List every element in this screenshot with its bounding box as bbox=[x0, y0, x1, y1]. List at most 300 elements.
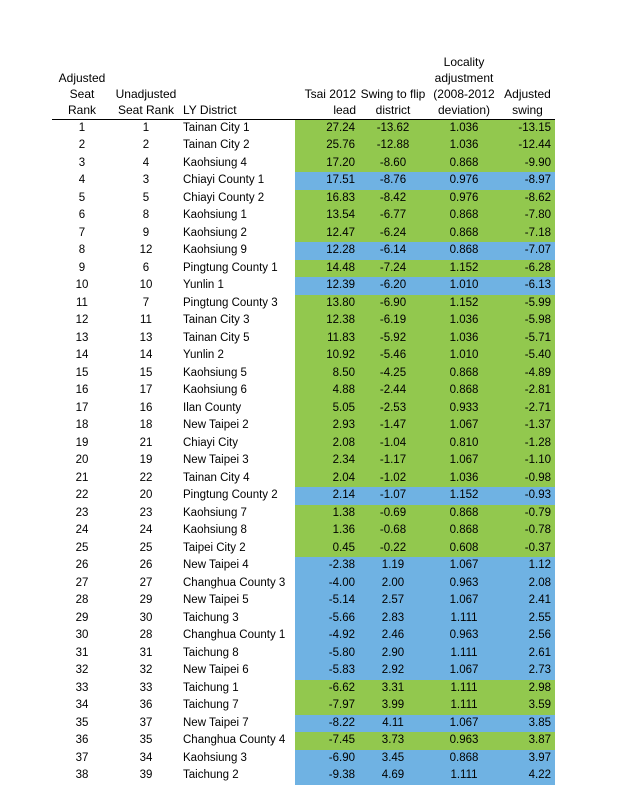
table-row bbox=[52, 645, 555, 663]
cell-district: Kaohsiung 7 bbox=[183, 506, 247, 519]
cell-adjusted-rank: 16 bbox=[75, 384, 89, 397]
table-row bbox=[52, 452, 555, 470]
cell-tsai-lead: 5.05 bbox=[295, 400, 358, 418]
cell-district: New Taipei 3 bbox=[183, 454, 249, 467]
cell-swing-to-flip: -8.60 bbox=[358, 155, 428, 173]
table-row bbox=[52, 557, 555, 575]
cell-district: New Taipei 5 bbox=[183, 594, 249, 607]
cell-adjusted-rank: 28 bbox=[75, 594, 89, 607]
cell-unadjusted-rank: 11 bbox=[140, 314, 152, 327]
cell-tsai-lead: 2.34 bbox=[295, 452, 358, 470]
cell-adjusted-rank: 29 bbox=[75, 611, 89, 624]
cell-swing-to-flip: -6.19 bbox=[358, 312, 428, 330]
cell-adjusted-swing: -5.40 bbox=[500, 347, 555, 365]
cell-tsai-lead: 2.14 bbox=[295, 487, 358, 505]
cell-locality-adjustment: 0.963 bbox=[428, 732, 500, 750]
table-row bbox=[52, 382, 555, 400]
cell-adjusted-rank: 21 bbox=[75, 471, 89, 484]
cell-district: Kaohsiung 8 bbox=[183, 524, 247, 537]
table-row bbox=[52, 277, 555, 295]
cell-swing-to-flip: 3.45 bbox=[358, 750, 428, 768]
cell-adjusted-swing: 2.41 bbox=[500, 592, 555, 610]
cell-district: Chiayi City bbox=[183, 436, 238, 449]
cell-district: Kaohsiung 6 bbox=[183, 384, 247, 397]
cell-locality-adjustment: 0.963 bbox=[428, 627, 500, 645]
cell-locality-adjustment: 1.111 bbox=[428, 610, 500, 628]
cell-locality-adjustment: 1.152 bbox=[428, 260, 500, 278]
cell-adjusted-swing: -4.89 bbox=[500, 365, 555, 383]
cell-swing-to-flip: 2.92 bbox=[358, 662, 428, 680]
cell-tsai-lead: 17.51 bbox=[295, 172, 358, 190]
table-row bbox=[52, 767, 555, 785]
cell-adjusted-swing: -0.78 bbox=[500, 522, 555, 540]
cell-adjusted-swing: -7.80 bbox=[500, 207, 555, 225]
cell-tsai-lead: -7.97 bbox=[295, 697, 358, 715]
cell-adjusted-rank: 32 bbox=[75, 664, 89, 677]
cell-unadjusted-rank: 19 bbox=[139, 454, 153, 467]
table-row bbox=[52, 750, 555, 768]
cell-unadjusted-rank: 24 bbox=[139, 524, 153, 537]
cell-adjusted-swing: -1.28 bbox=[500, 435, 555, 453]
cell-adjusted-rank: 17 bbox=[75, 401, 89, 414]
table-row bbox=[52, 697, 555, 715]
cell-adjusted-swing: -13.15 bbox=[500, 119, 555, 137]
table-row bbox=[52, 592, 555, 610]
cell-unadjusted-rank: 10 bbox=[139, 279, 153, 292]
cell-adjusted-swing: 2.55 bbox=[500, 610, 555, 628]
cell-unadjusted-rank: 22 bbox=[139, 471, 153, 484]
cell-locality-adjustment: 0.868 bbox=[428, 382, 500, 400]
cell-adjusted-swing: -12.44 bbox=[500, 137, 555, 155]
cell-swing-to-flip: -1.47 bbox=[358, 417, 428, 435]
cell-tsai-lead: 16.83 bbox=[295, 190, 358, 208]
cell-district: Pingtung County 2 bbox=[183, 489, 278, 502]
cell-adjusted-rank: 27 bbox=[75, 576, 89, 589]
table-row bbox=[52, 119, 555, 137]
table-header bbox=[52, 53, 555, 119]
header-swing-to-flip: Swing to flip district bbox=[360, 86, 426, 117]
cell-adjusted-rank: 31 bbox=[75, 646, 89, 659]
cell-swing-to-flip: -8.76 bbox=[358, 172, 428, 190]
cell-district: Kaohsiung 1 bbox=[183, 209, 247, 222]
cell-adjusted-rank: 23 bbox=[75, 506, 89, 519]
header-unadjusted-seat-rank: Unadjusted Seat Rank bbox=[115, 86, 177, 117]
table-row bbox=[52, 295, 555, 313]
table-row bbox=[52, 487, 555, 505]
cell-unadjusted-rank: 3 bbox=[142, 174, 150, 187]
cell-district: Yunlin 2 bbox=[183, 349, 224, 362]
cell-unadjusted-rank: 33 bbox=[139, 681, 153, 694]
cell-adjusted-swing: -2.71 bbox=[500, 400, 555, 418]
cell-locality-adjustment: 0.976 bbox=[428, 172, 500, 190]
cell-adjusted-rank: 33 bbox=[75, 681, 89, 694]
cell-adjusted-rank: 20 bbox=[75, 454, 89, 467]
cell-adjusted-swing: -5.98 bbox=[500, 312, 555, 330]
cell-unadjusted-rank: 21 bbox=[139, 436, 153, 449]
cell-swing-to-flip: -6.14 bbox=[358, 242, 428, 260]
cell-unadjusted-rank: 20 bbox=[139, 489, 153, 502]
cell-adjusted-swing: -1.37 bbox=[500, 417, 555, 435]
cell-adjusted-swing: -6.13 bbox=[500, 277, 555, 295]
table-row bbox=[52, 347, 555, 365]
header-adjusted-swing: Adjusted swing bbox=[504, 86, 551, 117]
cell-tsai-lead: 1.36 bbox=[295, 522, 358, 540]
cell-tsai-lead: 12.39 bbox=[295, 277, 358, 295]
cell-district: New Taipei 6 bbox=[183, 664, 249, 677]
table-row bbox=[52, 155, 555, 173]
cell-tsai-lead: 1.38 bbox=[295, 505, 358, 523]
cell-tsai-lead: 2.08 bbox=[295, 435, 358, 453]
cell-district: Tainan City 5 bbox=[183, 331, 250, 344]
cell-locality-adjustment: 1.036 bbox=[428, 330, 500, 348]
cell-locality-adjustment: 1.067 bbox=[428, 557, 500, 575]
table-row bbox=[52, 715, 555, 733]
cell-tsai-lead: 10.92 bbox=[295, 347, 358, 365]
cell-adjusted-rank: 3 bbox=[78, 156, 86, 169]
cell-district: Chiayi County 1 bbox=[183, 174, 265, 187]
cell-adjusted-swing: 2.73 bbox=[500, 662, 555, 680]
cell-tsai-lead: 12.38 bbox=[295, 312, 358, 330]
cell-locality-adjustment: 0.963 bbox=[428, 575, 500, 593]
cell-swing-to-flip: -0.69 bbox=[358, 505, 428, 523]
cell-swing-to-flip: -7.24 bbox=[358, 260, 428, 278]
cell-adjusted-swing: 3.87 bbox=[500, 732, 555, 750]
cell-locality-adjustment: 1.067 bbox=[428, 592, 500, 610]
cell-district: Kaohsiung 4 bbox=[183, 156, 247, 169]
cell-swing-to-flip: 2.90 bbox=[358, 645, 428, 663]
cell-unadjusted-rank: 25 bbox=[139, 541, 153, 554]
cell-swing-to-flip: -6.77 bbox=[358, 207, 428, 225]
cell-adjusted-swing: -9.90 bbox=[500, 155, 555, 173]
cell-tsai-lead: 27.24 bbox=[295, 119, 358, 137]
cell-tsai-lead: -5.14 bbox=[295, 592, 358, 610]
table-row bbox=[52, 522, 555, 540]
cell-district: Yunlin 1 bbox=[183, 279, 224, 292]
cell-locality-adjustment: 1.067 bbox=[428, 662, 500, 680]
cell-adjusted-rank: 37 bbox=[75, 751, 89, 764]
table-row bbox=[52, 137, 555, 155]
cell-adjusted-rank: 18 bbox=[75, 419, 89, 432]
cell-unadjusted-rank: 37 bbox=[139, 716, 153, 729]
cell-adjusted-swing: 3.97 bbox=[500, 750, 555, 768]
cell-swing-to-flip: -1.07 bbox=[358, 487, 428, 505]
table-row bbox=[52, 662, 555, 680]
cell-district: Changhua County 1 bbox=[183, 629, 286, 642]
cell-unadjusted-rank: 32 bbox=[139, 664, 153, 677]
table-row bbox=[52, 172, 555, 190]
cell-tsai-lead: 12.28 bbox=[295, 242, 358, 260]
cell-unadjusted-rank: 7 bbox=[142, 296, 150, 309]
cell-adjusted-rank: 15 bbox=[75, 366, 89, 379]
cell-district: New Taipei 2 bbox=[183, 419, 249, 432]
cell-unadjusted-rank: 15 bbox=[139, 366, 153, 379]
cell-locality-adjustment: 0.608 bbox=[428, 540, 500, 558]
cell-locality-adjustment: 0.868 bbox=[428, 505, 500, 523]
table-row bbox=[52, 435, 555, 453]
cell-tsai-lead: 13.80 bbox=[295, 295, 358, 313]
cell-locality-adjustment: 1.067 bbox=[428, 417, 500, 435]
cell-tsai-lead: -5.80 bbox=[295, 645, 358, 663]
cell-adjusted-swing: 2.61 bbox=[500, 645, 555, 663]
cell-adjusted-rank: 5 bbox=[78, 191, 86, 204]
cell-adjusted-rank: 10 bbox=[75, 279, 89, 292]
cell-tsai-lead: -2.38 bbox=[295, 557, 358, 575]
table-row bbox=[52, 540, 555, 558]
cell-adjusted-swing: 2.08 bbox=[500, 575, 555, 593]
cell-unadjusted-rank: 4 bbox=[142, 156, 150, 169]
cell-adjusted-rank: 13 bbox=[75, 331, 89, 344]
cell-adjusted-rank: 36 bbox=[75, 734, 89, 747]
cell-swing-to-flip: 3.73 bbox=[358, 732, 428, 750]
cell-tsai-lead: 17.20 bbox=[295, 155, 358, 173]
cell-district: Taichung 8 bbox=[183, 646, 239, 659]
cell-district: Tainan City 2 bbox=[183, 139, 250, 152]
cell-adjusted-swing: -8.62 bbox=[500, 190, 555, 208]
cell-adjusted-swing: 2.56 bbox=[500, 627, 555, 645]
cell-swing-to-flip: -13.62 bbox=[358, 119, 428, 137]
cell-district: Kaohsiung 3 bbox=[183, 751, 247, 764]
header-tsai-lead: Tsai 2012 lead bbox=[304, 86, 356, 117]
cell-tsai-lead: -4.00 bbox=[295, 575, 358, 593]
cell-swing-to-flip: 2.57 bbox=[358, 592, 428, 610]
cell-tsai-lead: 12.47 bbox=[295, 225, 358, 243]
cell-swing-to-flip: -6.90 bbox=[358, 295, 428, 313]
cell-unadjusted-rank: 6 bbox=[142, 261, 150, 274]
cell-tsai-lead: 25.76 bbox=[295, 137, 358, 155]
cell-adjusted-swing: -1.10 bbox=[500, 452, 555, 470]
cell-locality-adjustment: 1.152 bbox=[428, 487, 500, 505]
cell-swing-to-flip: 2.00 bbox=[358, 575, 428, 593]
cell-locality-adjustment: 0.868 bbox=[428, 225, 500, 243]
header-adjusted-seat-rank: Adjusted Seat Rank bbox=[58, 70, 106, 117]
cell-locality-adjustment: 1.010 bbox=[428, 277, 500, 295]
cell-locality-adjustment: 0.868 bbox=[428, 155, 500, 173]
cell-unadjusted-rank: 34 bbox=[139, 751, 153, 764]
cell-unadjusted-rank: 5 bbox=[142, 191, 150, 204]
table-row bbox=[52, 365, 555, 383]
cell-tsai-lead: -7.45 bbox=[295, 732, 358, 750]
cell-locality-adjustment: 1.152 bbox=[428, 295, 500, 313]
cell-adjusted-rank: 35 bbox=[75, 716, 89, 729]
cell-tsai-lead: -5.66 bbox=[295, 610, 358, 628]
cell-unadjusted-rank: 27 bbox=[139, 576, 153, 589]
cell-adjusted-rank: 25 bbox=[75, 541, 89, 554]
cell-district: Chiayi County 2 bbox=[183, 191, 265, 204]
cell-locality-adjustment: 1.036 bbox=[428, 312, 500, 330]
cell-district: Tainan City 1 bbox=[183, 121, 250, 134]
cell-unadjusted-rank: 2 bbox=[142, 139, 150, 152]
table-row bbox=[52, 417, 555, 435]
cell-adjusted-swing: 3.85 bbox=[500, 715, 555, 733]
cell-locality-adjustment: 0.868 bbox=[428, 242, 500, 260]
cell-tsai-lead: 2.93 bbox=[295, 417, 358, 435]
cell-swing-to-flip: -0.22 bbox=[358, 540, 428, 558]
cell-swing-to-flip: 3.31 bbox=[358, 680, 428, 698]
cell-swing-to-flip: -1.04 bbox=[358, 435, 428, 453]
cell-swing-to-flip: -2.44 bbox=[358, 382, 428, 400]
cell-locality-adjustment: 1.111 bbox=[428, 680, 500, 698]
cell-adjusted-swing: -7.18 bbox=[500, 225, 555, 243]
cell-unadjusted-rank: 31 bbox=[139, 646, 153, 659]
cell-adjusted-swing: 1.12 bbox=[500, 557, 555, 575]
cell-adjusted-rank: 19 bbox=[75, 436, 89, 449]
seat-rank-table bbox=[52, 53, 555, 785]
cell-adjusted-rank: 22 bbox=[75, 489, 89, 502]
cell-swing-to-flip: 1.19 bbox=[358, 557, 428, 575]
cell-locality-adjustment: 1.036 bbox=[428, 137, 500, 155]
table-row bbox=[52, 575, 555, 593]
cell-district: Taichung 3 bbox=[183, 611, 239, 624]
cell-tsai-lead: 8.50 bbox=[295, 365, 358, 383]
cell-district: Taipei City 2 bbox=[183, 541, 246, 554]
cell-adjusted-rank: 6 bbox=[78, 209, 86, 222]
cell-adjusted-rank: 1 bbox=[78, 121, 86, 134]
table-row bbox=[52, 225, 555, 243]
cell-adjusted-rank: 26 bbox=[75, 559, 89, 572]
cell-swing-to-flip: 4.69 bbox=[358, 767, 428, 785]
cell-swing-to-flip: 2.83 bbox=[358, 610, 428, 628]
table-row bbox=[52, 207, 555, 225]
cell-adjusted-rank: 34 bbox=[75, 699, 89, 712]
cell-swing-to-flip: -4.25 bbox=[358, 365, 428, 383]
cell-locality-adjustment: 1.067 bbox=[428, 715, 500, 733]
cell-adjusted-swing: -7.07 bbox=[500, 242, 555, 260]
cell-adjusted-rank: 24 bbox=[75, 524, 89, 537]
cell-adjusted-swing: -0.79 bbox=[500, 505, 555, 523]
cell-adjusted-swing: 4.22 bbox=[500, 767, 555, 785]
cell-locality-adjustment: 0.976 bbox=[428, 190, 500, 208]
cell-unadjusted-rank: 26 bbox=[139, 559, 153, 572]
cell-locality-adjustment: 0.868 bbox=[428, 365, 500, 383]
cell-swing-to-flip: -5.46 bbox=[358, 347, 428, 365]
cell-locality-adjustment: 0.933 bbox=[428, 400, 500, 418]
cell-locality-adjustment: 1.111 bbox=[428, 645, 500, 663]
cell-district: Changhua County 3 bbox=[183, 576, 286, 589]
cell-unadjusted-rank: 29 bbox=[139, 594, 153, 607]
cell-adjusted-swing: -0.93 bbox=[500, 487, 555, 505]
cell-locality-adjustment: 1.111 bbox=[428, 697, 500, 715]
cell-unadjusted-rank: 9 bbox=[142, 226, 150, 239]
cell-adjusted-rank: 30 bbox=[75, 629, 89, 642]
cell-swing-to-flip: 4.11 bbox=[358, 715, 428, 733]
cell-swing-to-flip: -6.20 bbox=[358, 277, 428, 295]
cell-locality-adjustment: 0.868 bbox=[428, 750, 500, 768]
header-ly-district: LY District bbox=[183, 102, 237, 117]
cell-tsai-lead: -5.83 bbox=[295, 662, 358, 680]
cell-swing-to-flip: -0.68 bbox=[358, 522, 428, 540]
cell-adjusted-swing: 3.59 bbox=[500, 697, 555, 715]
cell-tsai-lead: -6.90 bbox=[295, 750, 358, 768]
cell-district: Taichung 7 bbox=[183, 699, 239, 712]
cell-unadjusted-rank: 8 bbox=[142, 209, 150, 222]
cell-unadjusted-rank: 36 bbox=[139, 699, 153, 712]
cell-swing-to-flip: -8.42 bbox=[358, 190, 428, 208]
cell-locality-adjustment: 1.111 bbox=[428, 767, 500, 785]
cell-unadjusted-rank: 1 bbox=[142, 121, 150, 134]
cell-adjusted-rank: 12 bbox=[75, 314, 89, 327]
table-row bbox=[52, 627, 555, 645]
cell-tsai-lead: 11.83 bbox=[295, 330, 358, 348]
cell-tsai-lead: 2.04 bbox=[295, 470, 358, 488]
cell-district: Taichung 2 bbox=[183, 769, 239, 782]
cell-unadjusted-rank: 39 bbox=[139, 769, 153, 782]
cell-district: Ilan County bbox=[183, 401, 242, 414]
header-locality-adjustment: Locality adjustment (2008-2012 deviation) bbox=[433, 54, 495, 117]
cell-district: Kaohsiung 5 bbox=[183, 366, 247, 379]
cell-adjusted-rank: 7 bbox=[78, 226, 86, 239]
table-row bbox=[52, 330, 555, 348]
cell-adjusted-swing: -5.99 bbox=[500, 295, 555, 313]
cell-adjusted-rank: 38 bbox=[75, 769, 89, 782]
cell-unadjusted-rank: 16 bbox=[139, 401, 153, 414]
cell-adjusted-rank: 4 bbox=[78, 174, 86, 187]
table-row bbox=[52, 312, 555, 330]
table-row bbox=[52, 190, 555, 208]
cell-locality-adjustment: 1.067 bbox=[428, 452, 500, 470]
cell-tsai-lead: -6.62 bbox=[295, 680, 358, 698]
table-row bbox=[52, 505, 555, 523]
cell-adjusted-swing: -6.28 bbox=[500, 260, 555, 278]
cell-locality-adjustment: 1.036 bbox=[428, 119, 500, 137]
cell-swing-to-flip: -1.02 bbox=[358, 470, 428, 488]
cell-adjusted-swing: -0.37 bbox=[500, 540, 555, 558]
cell-district: Tainan City 4 bbox=[183, 471, 250, 484]
cell-adjusted-rank: 8 bbox=[78, 244, 86, 257]
cell-adjusted-swing: -5.71 bbox=[500, 330, 555, 348]
cell-district: Kaohsiung 9 bbox=[183, 244, 247, 257]
table-row bbox=[52, 242, 555, 260]
table-body bbox=[52, 119, 555, 785]
cell-adjusted-swing: -2.81 bbox=[500, 382, 555, 400]
cell-tsai-lead: 4.88 bbox=[295, 382, 358, 400]
cell-adjusted-rank: 14 bbox=[75, 349, 89, 362]
cell-tsai-lead: 13.54 bbox=[295, 207, 358, 225]
cell-district: New Taipei 7 bbox=[183, 716, 249, 729]
cell-tsai-lead: -4.92 bbox=[295, 627, 358, 645]
table-row bbox=[52, 610, 555, 628]
cell-unadjusted-rank: 17 bbox=[139, 384, 153, 397]
cell-swing-to-flip: 2.46 bbox=[358, 627, 428, 645]
table-row bbox=[52, 260, 555, 278]
cell-adjusted-rank: 11 bbox=[76, 296, 88, 309]
table-row bbox=[52, 680, 555, 698]
cell-district: Pingtung County 1 bbox=[183, 261, 278, 274]
table-row bbox=[52, 470, 555, 488]
cell-tsai-lead: -8.22 bbox=[295, 715, 358, 733]
cell-tsai-lead: 14.48 bbox=[295, 260, 358, 278]
cell-unadjusted-rank: 18 bbox=[139, 419, 153, 432]
cell-adjusted-swing: -8.97 bbox=[500, 172, 555, 190]
cell-locality-adjustment: 0.868 bbox=[428, 207, 500, 225]
cell-district: Changhua County 4 bbox=[183, 734, 286, 747]
cell-unadjusted-rank: 12 bbox=[139, 244, 153, 257]
cell-adjusted-rank: 2 bbox=[78, 139, 86, 152]
cell-adjusted-rank: 9 bbox=[78, 261, 86, 274]
cell-tsai-lead: 0.45 bbox=[295, 540, 358, 558]
cell-unadjusted-rank: 35 bbox=[139, 734, 153, 747]
cell-swing-to-flip: -12.88 bbox=[358, 137, 428, 155]
cell-district: Taichung 1 bbox=[183, 681, 239, 694]
cell-unadjusted-rank: 23 bbox=[139, 506, 153, 519]
cell-adjusted-swing: 2.98 bbox=[500, 680, 555, 698]
cell-swing-to-flip: -5.92 bbox=[358, 330, 428, 348]
cell-swing-to-flip: -1.17 bbox=[358, 452, 428, 470]
table-row bbox=[52, 732, 555, 750]
cell-district: Kaohsiung 2 bbox=[183, 226, 247, 239]
cell-locality-adjustment: 1.036 bbox=[428, 470, 500, 488]
cell-swing-to-flip: -6.24 bbox=[358, 225, 428, 243]
cell-unadjusted-rank: 30 bbox=[139, 611, 153, 624]
